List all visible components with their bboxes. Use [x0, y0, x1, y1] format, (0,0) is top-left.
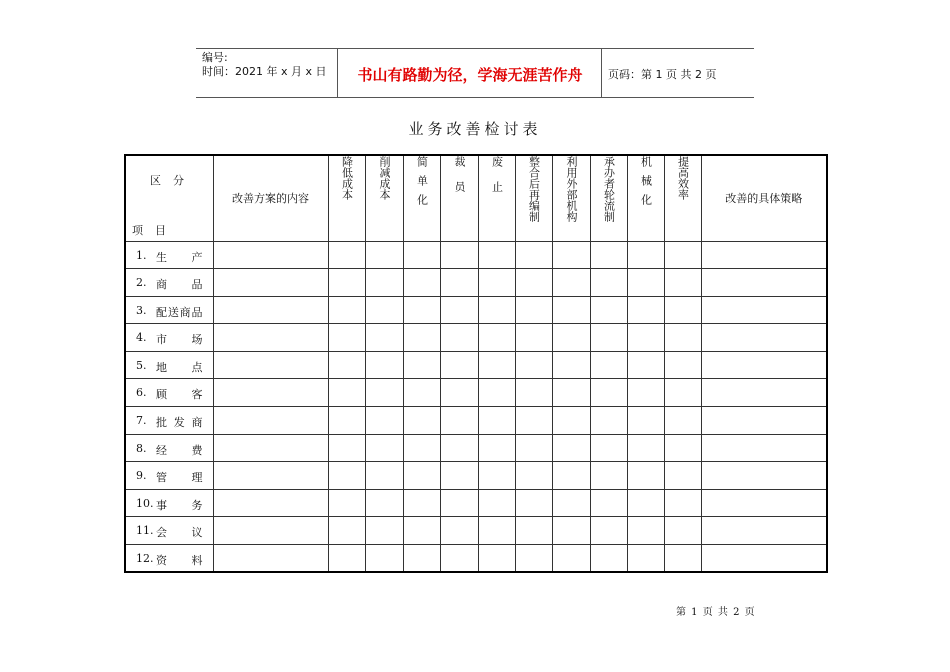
- input-cell[interactable]: [552, 324, 590, 352]
- table-row: [125, 241, 827, 269]
- input-cell[interactable]: [213, 296, 328, 324]
- input-cell[interactable]: [328, 545, 365, 573]
- input-cell[interactable]: [440, 407, 478, 435]
- input-cell[interactable]: [552, 489, 590, 517]
- input-cell[interactable]: [478, 545, 515, 573]
- input-cell[interactable]: [403, 545, 440, 573]
- row-label: 12. 资料: [125, 545, 213, 573]
- input-cell[interactable]: [328, 489, 365, 517]
- input-cell[interactable]: [328, 296, 365, 324]
- input-cell[interactable]: [365, 434, 403, 462]
- input-cell[interactable]: [627, 324, 664, 352]
- input-cell[interactable]: [590, 351, 627, 379]
- input-cell[interactable]: [440, 269, 478, 297]
- input-cell[interactable]: [403, 489, 440, 517]
- input-cell[interactable]: [590, 545, 627, 573]
- input-cell[interactable]: [213, 407, 328, 435]
- input-cell[interactable]: [213, 241, 328, 269]
- input-cell[interactable]: [552, 241, 590, 269]
- input-cell[interactable]: [515, 379, 552, 407]
- input-cell[interactable]: [515, 517, 552, 545]
- row-label: 4. 市场: [125, 324, 213, 352]
- number-label: 编号:: [202, 51, 228, 64]
- table-row: [125, 517, 827, 545]
- column-header: 提高效率: [664, 155, 701, 241]
- input-cell[interactable]: [365, 296, 403, 324]
- corner-cell: [125, 155, 213, 241]
- row-label: 10. 事务: [125, 489, 213, 517]
- input-cell[interactable]: [328, 379, 365, 407]
- input-cell[interactable]: [403, 351, 440, 379]
- input-cell[interactable]: [515, 351, 552, 379]
- motto-text: 书山有路勤为径，学海无涯苦作舟: [357, 66, 583, 84]
- row-label: 2. 商品: [125, 269, 213, 297]
- input-cell[interactable]: [403, 407, 440, 435]
- table-row: [125, 269, 827, 297]
- input-cell[interactable]: [590, 462, 627, 490]
- input-cell[interactable]: [440, 434, 478, 462]
- column-header: 裁员: [440, 155, 478, 241]
- corner-top-label: 区分: [150, 174, 196, 187]
- input-cell[interactable]: [664, 545, 701, 573]
- input-cell[interactable]: [664, 241, 701, 269]
- page-footer: 第 1 页 共 2 页: [676, 607, 756, 618]
- input-cell[interactable]: [590, 379, 627, 407]
- input-cell[interactable]: [590, 489, 627, 517]
- column-header: 整合后再编制: [515, 155, 552, 241]
- input-cell[interactable]: [515, 407, 552, 435]
- input-cell[interactable]: [515, 489, 552, 517]
- input-cell[interactable]: [590, 517, 627, 545]
- input-cell[interactable]: [213, 324, 328, 352]
- input-cell[interactable]: [478, 434, 515, 462]
- plan-content-header: 改善方案的内容: [213, 155, 328, 241]
- table-row: [125, 379, 827, 407]
- input-cell[interactable]: [515, 241, 552, 269]
- input-cell[interactable]: [701, 517, 827, 545]
- input-cell[interactable]: [552, 462, 590, 490]
- input-cell[interactable]: [403, 379, 440, 407]
- input-cell[interactable]: [365, 351, 403, 379]
- column-header: 削减成本: [365, 155, 403, 241]
- input-cell[interactable]: [590, 434, 627, 462]
- input-cell[interactable]: [328, 407, 365, 435]
- row-label: 11. 会议: [125, 517, 213, 545]
- input-cell[interactable]: [440, 379, 478, 407]
- input-cell[interactable]: [213, 434, 328, 462]
- input-cell[interactable]: [403, 324, 440, 352]
- input-cell[interactable]: [328, 434, 365, 462]
- input-cell[interactable]: [478, 241, 515, 269]
- table-row: [125, 296, 827, 324]
- input-cell[interactable]: [213, 269, 328, 297]
- input-cell[interactable]: [552, 545, 590, 573]
- strategy-header: 改善的具体策略: [701, 155, 827, 241]
- input-cell[interactable]: [664, 462, 701, 490]
- input-cell[interactable]: [627, 434, 664, 462]
- column-header: 机械化: [627, 155, 664, 241]
- column-header: 利用外部机构: [552, 155, 590, 241]
- input-cell[interactable]: [365, 324, 403, 352]
- document-meta: [202, 51, 327, 79]
- table-row: [125, 462, 827, 490]
- input-cell[interactable]: [213, 545, 328, 573]
- input-cell[interactable]: [515, 269, 552, 297]
- header-divider: [601, 49, 602, 97]
- document-header: [196, 48, 754, 98]
- input-cell[interactable]: [515, 296, 552, 324]
- input-cell[interactable]: [664, 351, 701, 379]
- table-row: [125, 407, 827, 435]
- input-cell[interactable]: [328, 462, 365, 490]
- input-cell[interactable]: [440, 351, 478, 379]
- input-cell[interactable]: [701, 296, 827, 324]
- input-cell[interactable]: [627, 545, 664, 573]
- input-cell[interactable]: [213, 351, 328, 379]
- input-cell[interactable]: [328, 324, 365, 352]
- input-cell[interactable]: [440, 296, 478, 324]
- input-cell[interactable]: [627, 351, 664, 379]
- input-cell[interactable]: [552, 269, 590, 297]
- input-cell[interactable]: [403, 269, 440, 297]
- input-cell[interactable]: [664, 379, 701, 407]
- input-cell[interactable]: [627, 269, 664, 297]
- input-cell[interactable]: [440, 241, 478, 269]
- column-header: 降低成本: [328, 155, 365, 241]
- page-info: 页码：第 1 页 共 2 页: [608, 68, 717, 81]
- input-cell[interactable]: [365, 517, 403, 545]
- input-cell[interactable]: [403, 517, 440, 545]
- input-cell[interactable]: [515, 324, 552, 352]
- input-cell[interactable]: [440, 324, 478, 352]
- input-cell[interactable]: [701, 462, 827, 490]
- input-cell[interactable]: [515, 434, 552, 462]
- column-header: 简单化: [403, 155, 440, 241]
- input-cell[interactable]: [478, 296, 515, 324]
- table-row: [125, 351, 827, 379]
- input-cell[interactable]: [440, 545, 478, 573]
- input-cell[interactable]: [701, 379, 827, 407]
- input-cell[interactable]: [627, 379, 664, 407]
- input-cell[interactable]: [590, 269, 627, 297]
- table-row: [125, 434, 827, 462]
- input-cell[interactable]: [590, 324, 627, 352]
- table-row: [125, 489, 827, 517]
- review-table: [124, 154, 828, 573]
- input-cell[interactable]: [701, 351, 827, 379]
- input-cell[interactable]: [627, 517, 664, 545]
- input-cell[interactable]: [478, 269, 515, 297]
- input-cell[interactable]: [552, 434, 590, 462]
- input-cell[interactable]: [590, 296, 627, 324]
- input-cell[interactable]: [478, 489, 515, 517]
- input-cell[interactable]: [440, 489, 478, 517]
- header-divider: [337, 49, 338, 97]
- input-cell[interactable]: [365, 489, 403, 517]
- input-cell[interactable]: [664, 269, 701, 297]
- input-cell[interactable]: [664, 489, 701, 517]
- table-header-row: [125, 155, 827, 241]
- input-cell[interactable]: [213, 489, 328, 517]
- input-cell[interactable]: [478, 351, 515, 379]
- input-cell[interactable]: [552, 407, 590, 435]
- input-cell[interactable]: [478, 517, 515, 545]
- input-cell[interactable]: [328, 351, 365, 379]
- input-cell[interactable]: [213, 379, 328, 407]
- input-cell[interactable]: [328, 241, 365, 269]
- table-row: [125, 324, 827, 352]
- input-cell[interactable]: [365, 379, 403, 407]
- input-cell[interactable]: [552, 517, 590, 545]
- input-cell[interactable]: [403, 462, 440, 490]
- input-cell[interactable]: [664, 407, 701, 435]
- input-cell[interactable]: [552, 296, 590, 324]
- input-cell[interactable]: [590, 407, 627, 435]
- page-title: 业务改善检讨表: [408, 120, 542, 138]
- input-cell[interactable]: [478, 379, 515, 407]
- input-cell[interactable]: [627, 462, 664, 490]
- input-cell[interactable]: [328, 269, 365, 297]
- input-cell[interactable]: [213, 462, 328, 490]
- time-label: 时间：2021 年 x 月 x 日: [202, 65, 327, 78]
- row-label: 9. 管理: [125, 462, 213, 490]
- column-header: 废止: [478, 155, 515, 241]
- input-cell[interactable]: [365, 241, 403, 269]
- row-label: 1. 生产: [125, 241, 213, 269]
- input-cell[interactable]: [627, 296, 664, 324]
- input-cell[interactable]: [627, 489, 664, 517]
- row-label: 8. 经费: [125, 434, 213, 462]
- input-cell[interactable]: [440, 462, 478, 490]
- input-cell[interactable]: [403, 434, 440, 462]
- input-cell[interactable]: [701, 489, 827, 517]
- row-label: 7. 批发商: [125, 407, 213, 435]
- row-label: 6. 顾客: [125, 379, 213, 407]
- input-cell[interactable]: [403, 296, 440, 324]
- input-cell[interactable]: [627, 241, 664, 269]
- input-cell[interactable]: [552, 379, 590, 407]
- input-cell[interactable]: [440, 517, 478, 545]
- input-cell[interactable]: [365, 462, 403, 490]
- input-cell[interactable]: [478, 324, 515, 352]
- input-cell[interactable]: [365, 269, 403, 297]
- input-cell[interactable]: [365, 407, 403, 435]
- corner-bottom-label: 项目: [132, 223, 178, 237]
- table-row: [125, 545, 827, 573]
- input-cell[interactable]: [552, 351, 590, 379]
- input-cell[interactable]: [403, 241, 440, 269]
- input-cell[interactable]: [365, 545, 403, 573]
- row-label: 5. 地点: [125, 351, 213, 379]
- input-cell[interactable]: [515, 462, 552, 490]
- input-cell[interactable]: [701, 434, 827, 462]
- input-cell[interactable]: [664, 434, 701, 462]
- input-cell[interactable]: [590, 241, 627, 269]
- column-header: 承办者轮流制: [590, 155, 627, 241]
- row-label: 3. 配送商品: [125, 296, 213, 324]
- input-cell[interactable]: [664, 296, 701, 324]
- input-cell[interactable]: [664, 324, 701, 352]
- input-cell[interactable]: [627, 407, 664, 435]
- input-cell[interactable]: [478, 407, 515, 435]
- input-cell[interactable]: [701, 407, 827, 435]
- input-cell[interactable]: [701, 545, 827, 573]
- input-cell[interactable]: [328, 517, 365, 545]
- input-cell[interactable]: [701, 241, 827, 269]
- input-cell[interactable]: [664, 517, 701, 545]
- input-cell[interactable]: [701, 269, 827, 297]
- input-cell[interactable]: [478, 462, 515, 490]
- input-cell[interactable]: [701, 324, 827, 352]
- input-cell[interactable]: [213, 517, 328, 545]
- input-cell[interactable]: [515, 545, 552, 573]
